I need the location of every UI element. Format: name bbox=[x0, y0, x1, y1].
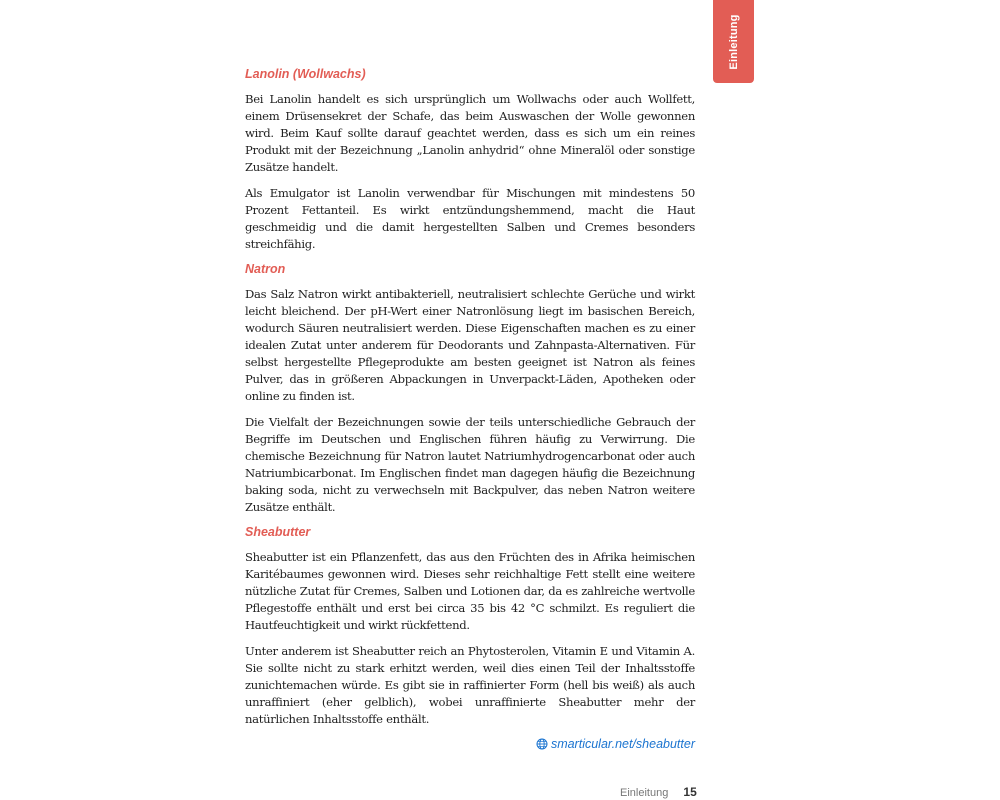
section-heading-natron: Natron bbox=[245, 262, 286, 276]
paragraph: Bei Lanolin handelt es sich ursprünglich um Wollwachs oder auch Wollfett, einem Drüsensekret der Schafe, das beim Auswaschen der Wolle gewonnen wird. Beim Kauf sollte darauf geachtet werden, dass es sich um ein reines Produkt mit der Bezeichnung „Lanolin anhydrid“ ohne Mineralöl oder sonstige Zusätze handelt. bbox=[245, 92, 695, 174]
chapter-tab bbox=[713, 0, 754, 83]
section-heading-sheabutter: Sheabutter bbox=[245, 525, 311, 539]
paragraph: Sheabutter ist ein Pflanzenfett, das aus den Früchten des in Afrika heimischen Karitébaumes gewonnen wird. Dieses sehr reichhaltige Fett stellt eine weitere nützliche Zutat für Cremes, Salben und Lotionen dar, da es zahlreiche wertvolle Pflegestoffe enthält und erst bei circa 35 bis 42 °C schmilzt. Es reguliert die Hautfeuchtigkeit und wirkt rückfettend. bbox=[245, 550, 695, 632]
footer-section-label: Einleitung bbox=[620, 787, 669, 799]
chapter-tab-label: Einleitung bbox=[727, 14, 740, 70]
page-footer bbox=[620, 785, 697, 799]
section-heading-lanolin: Lanolin (Wollwachs) bbox=[245, 67, 366, 81]
globe-icon bbox=[536, 738, 548, 753]
sheabutter-link[interactable] bbox=[245, 737, 695, 753]
page-content bbox=[245, 67, 695, 753]
paragraph: Unter anderem ist Sheabutter reich an Phytosterolen, Vitamin E und Vitamin A. Sie sollte nicht zu stark erhitzt werden, weil dies einen Teil der Inhaltsstoffe zunichtemachen würde. Es gibt sie in raffinierter Form (hell bis weiß) als auch unraffiniert (eher gelblich), wobei unraffinierte Sheabutter mehr der natürlichen Inhaltsstoffe enthält. bbox=[245, 644, 695, 726]
paragraph: Das Salz Natron wirkt antibakteriell, neutralisiert schlechte Gerüche und wirkt leicht bleichend. Der pH-Wert einer Natronlösung liegt im basischen Bereich, wodurch Säuren neutralisiert werden. Diese Eigenschaften machen es zu einer idealen Zutat unter anderem für Deodorants und Zahnpasta-Alternativen. Für selbst hergestellte Pflegeprodukte am besten geeignet ist Natron als feines Pulver, das in größeren Abpackungen in Unverpackt-Läden, Apotheken oder online zu finden ist. bbox=[245, 287, 695, 403]
paragraph: Als Emulgator ist Lanolin verwendbar für Mischungen mit mindestens 50 Prozent Fettanteil. Es wirkt entzündungshemmend, macht die Haut geschmeidig und die damit hergestellten Salben und Cremes besonders streichfähig. bbox=[245, 186, 695, 251]
sheabutter-link-text[interactable]: smarticular.net/sheabutter bbox=[550, 737, 695, 751]
paragraph: Die Vielfalt der Bezeichnungen sowie der teils unterschiedliche Gebrauch der Begriffe im Deutschen und Englischen führen häufig zu Verwirrung. Die chemische Bezeichnung für Natron lautet Natriumhydrogencarbonat oder auch Natriumbicarbonat. Im Englischen findet man dagegen häufig die Bezeichnung baking soda, nicht zu verwechseln mit Backpulver, das neben Natron weitere Zusätze enthält. bbox=[245, 415, 695, 514]
page-number: 15 bbox=[683, 785, 697, 799]
